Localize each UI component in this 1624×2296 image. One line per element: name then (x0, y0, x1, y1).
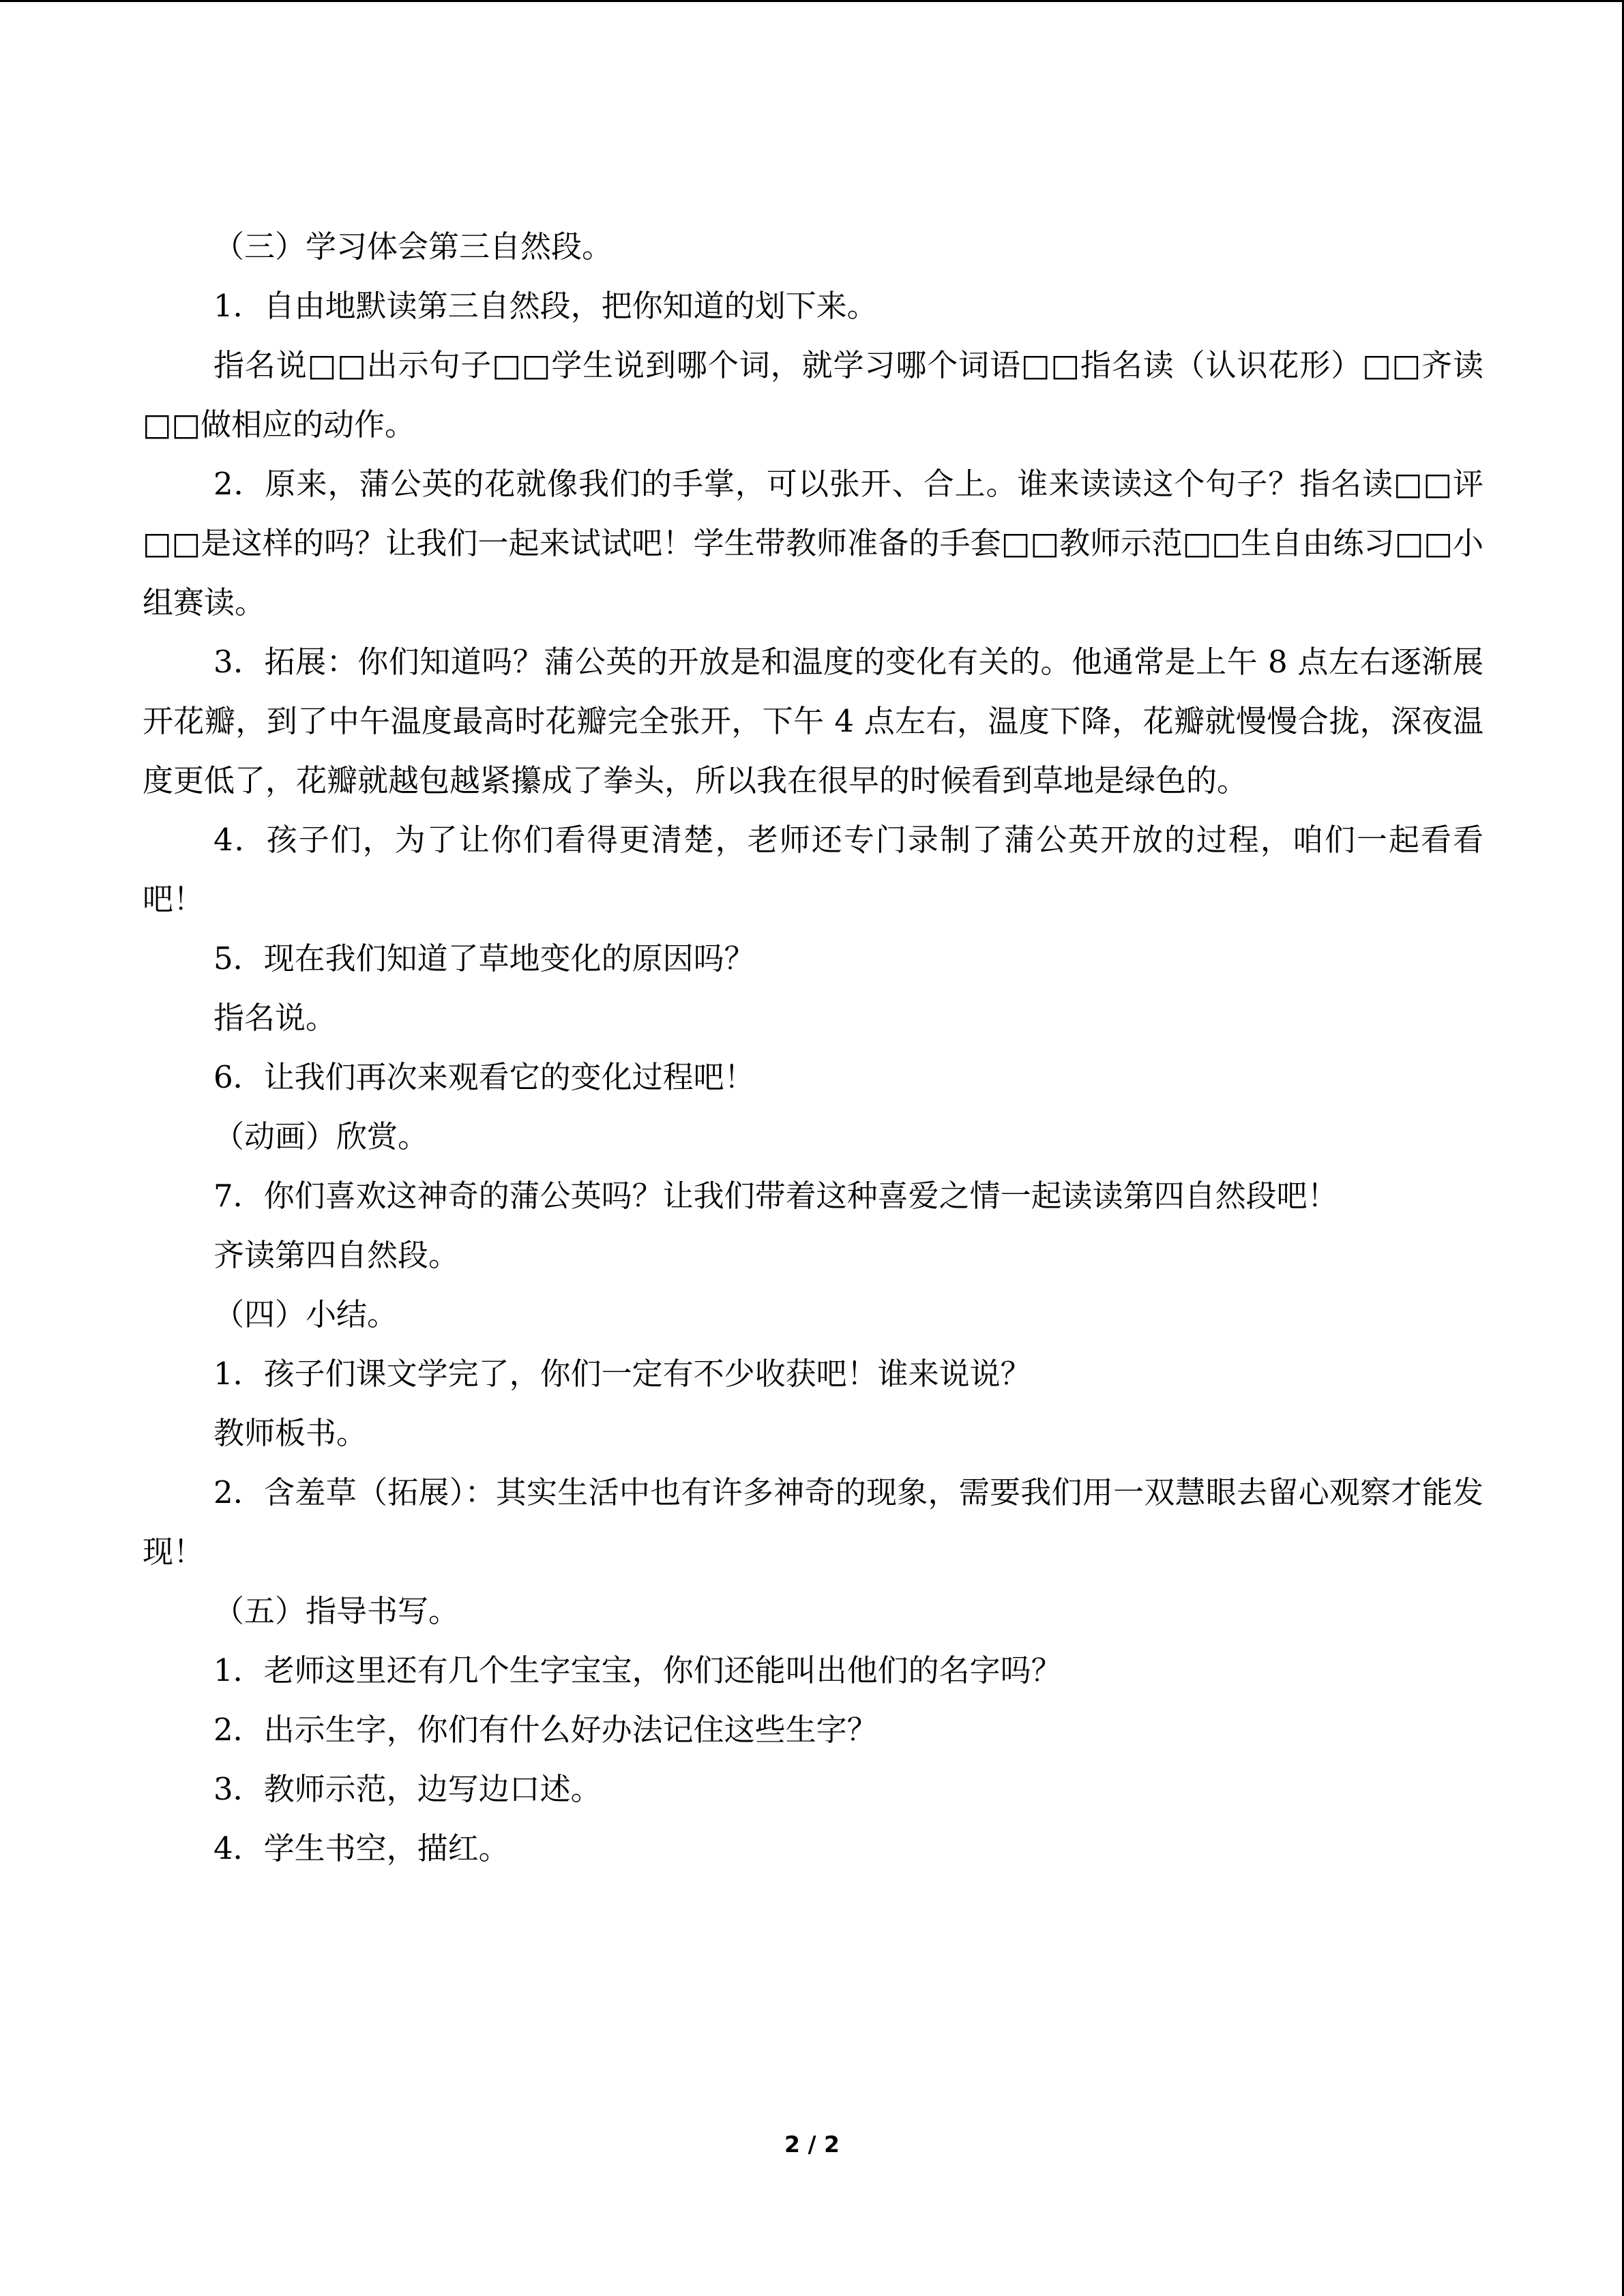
section-heading-3: （三）学习体会第三自然段。 (213, 228, 613, 265)
paragraph: 6．让我们再次来观看它的变化过程吧！ (213, 1059, 755, 1095)
paragraph: 3．拓展：你们知道吗？蒲公英的开放是和温度的变化有关的。他通常是上午 8 点左右逐渐展开花瓣，到了中午温度最高时花瓣完全张开，下午 4 点左右，温度下降，花瓣就慢慢合拢，深夜温度更低了，花瓣就越包越紧攥成了拳头，所以我在很早的时候看到草地是绿色的。 (143, 644, 1483, 799)
paragraph: 4．学生书空，描红。 (213, 1830, 510, 1866)
page-border-top (0, 0, 1624, 2)
paragraph: 2．原来，蒲公英的花就像我们的手掌，可以张开、合上。谁来读读这个句子？指名读□□评□□是这样的吗？让我们一起来试试吧！学生带教师准备的手套□□教师示范□□生自由练习□□小组赛读。 (143, 466, 1483, 621)
paragraph: 教师板书。 (213, 1415, 368, 1451)
paragraph: 5．现在我们知道了草地变化的原因吗？ (213, 940, 755, 976)
paragraph: 2．出示生字，你们有什么好办法记住这些生字？ (213, 1712, 878, 1748)
paragraph: 4．孩子们，为了让你们看得更清楚，老师还专门录制了蒲公英开放的过程，咱们一起看看吧！ (143, 822, 1483, 917)
paragraph: 7．你们喜欢这神奇的蒲公英吗？让我们带着这种喜爱之情一起读读第四自然段吧！ (213, 1178, 1338, 1214)
paragraph: 指名说□□出示句子□□学生说到哪个词，就学习哪个词语□□指名读（认识花形）□□齐读□□做相应的动作。 (143, 347, 1483, 443)
paragraph: 2．含羞草（拓展）：其实生活中也有许多神奇的现象，需要我们用一双慧眼去留心观察才能发现！ (143, 1474, 1483, 1570)
paragraph: 指名说。 (213, 1000, 337, 1036)
section-heading-4: （四）小结。 (213, 1296, 398, 1332)
paragraph: 1．老师这里还有几个生字宝宝，你们还能叫出他们的名字吗？ (213, 1652, 1062, 1688)
page-number: 2 / 2 (784, 2131, 840, 2158)
paragraph: 1．孩子们课文学完了，你们一定有不少收获吧！谁来说说？ (213, 1356, 1031, 1392)
paragraph: 齐读第四自然段。 (213, 1237, 460, 1273)
paragraph: 3．教师示范，边写边口述。 (213, 1771, 602, 1807)
section-heading-5: （五）指导书写。 (213, 1593, 460, 1629)
document-body (143, 217, 1483, 1878)
paragraph: （动画）欣赏。 (213, 1118, 429, 1154)
paragraph: 1．自由地默读第三自然段，把你知道的划下来。 (213, 288, 878, 324)
